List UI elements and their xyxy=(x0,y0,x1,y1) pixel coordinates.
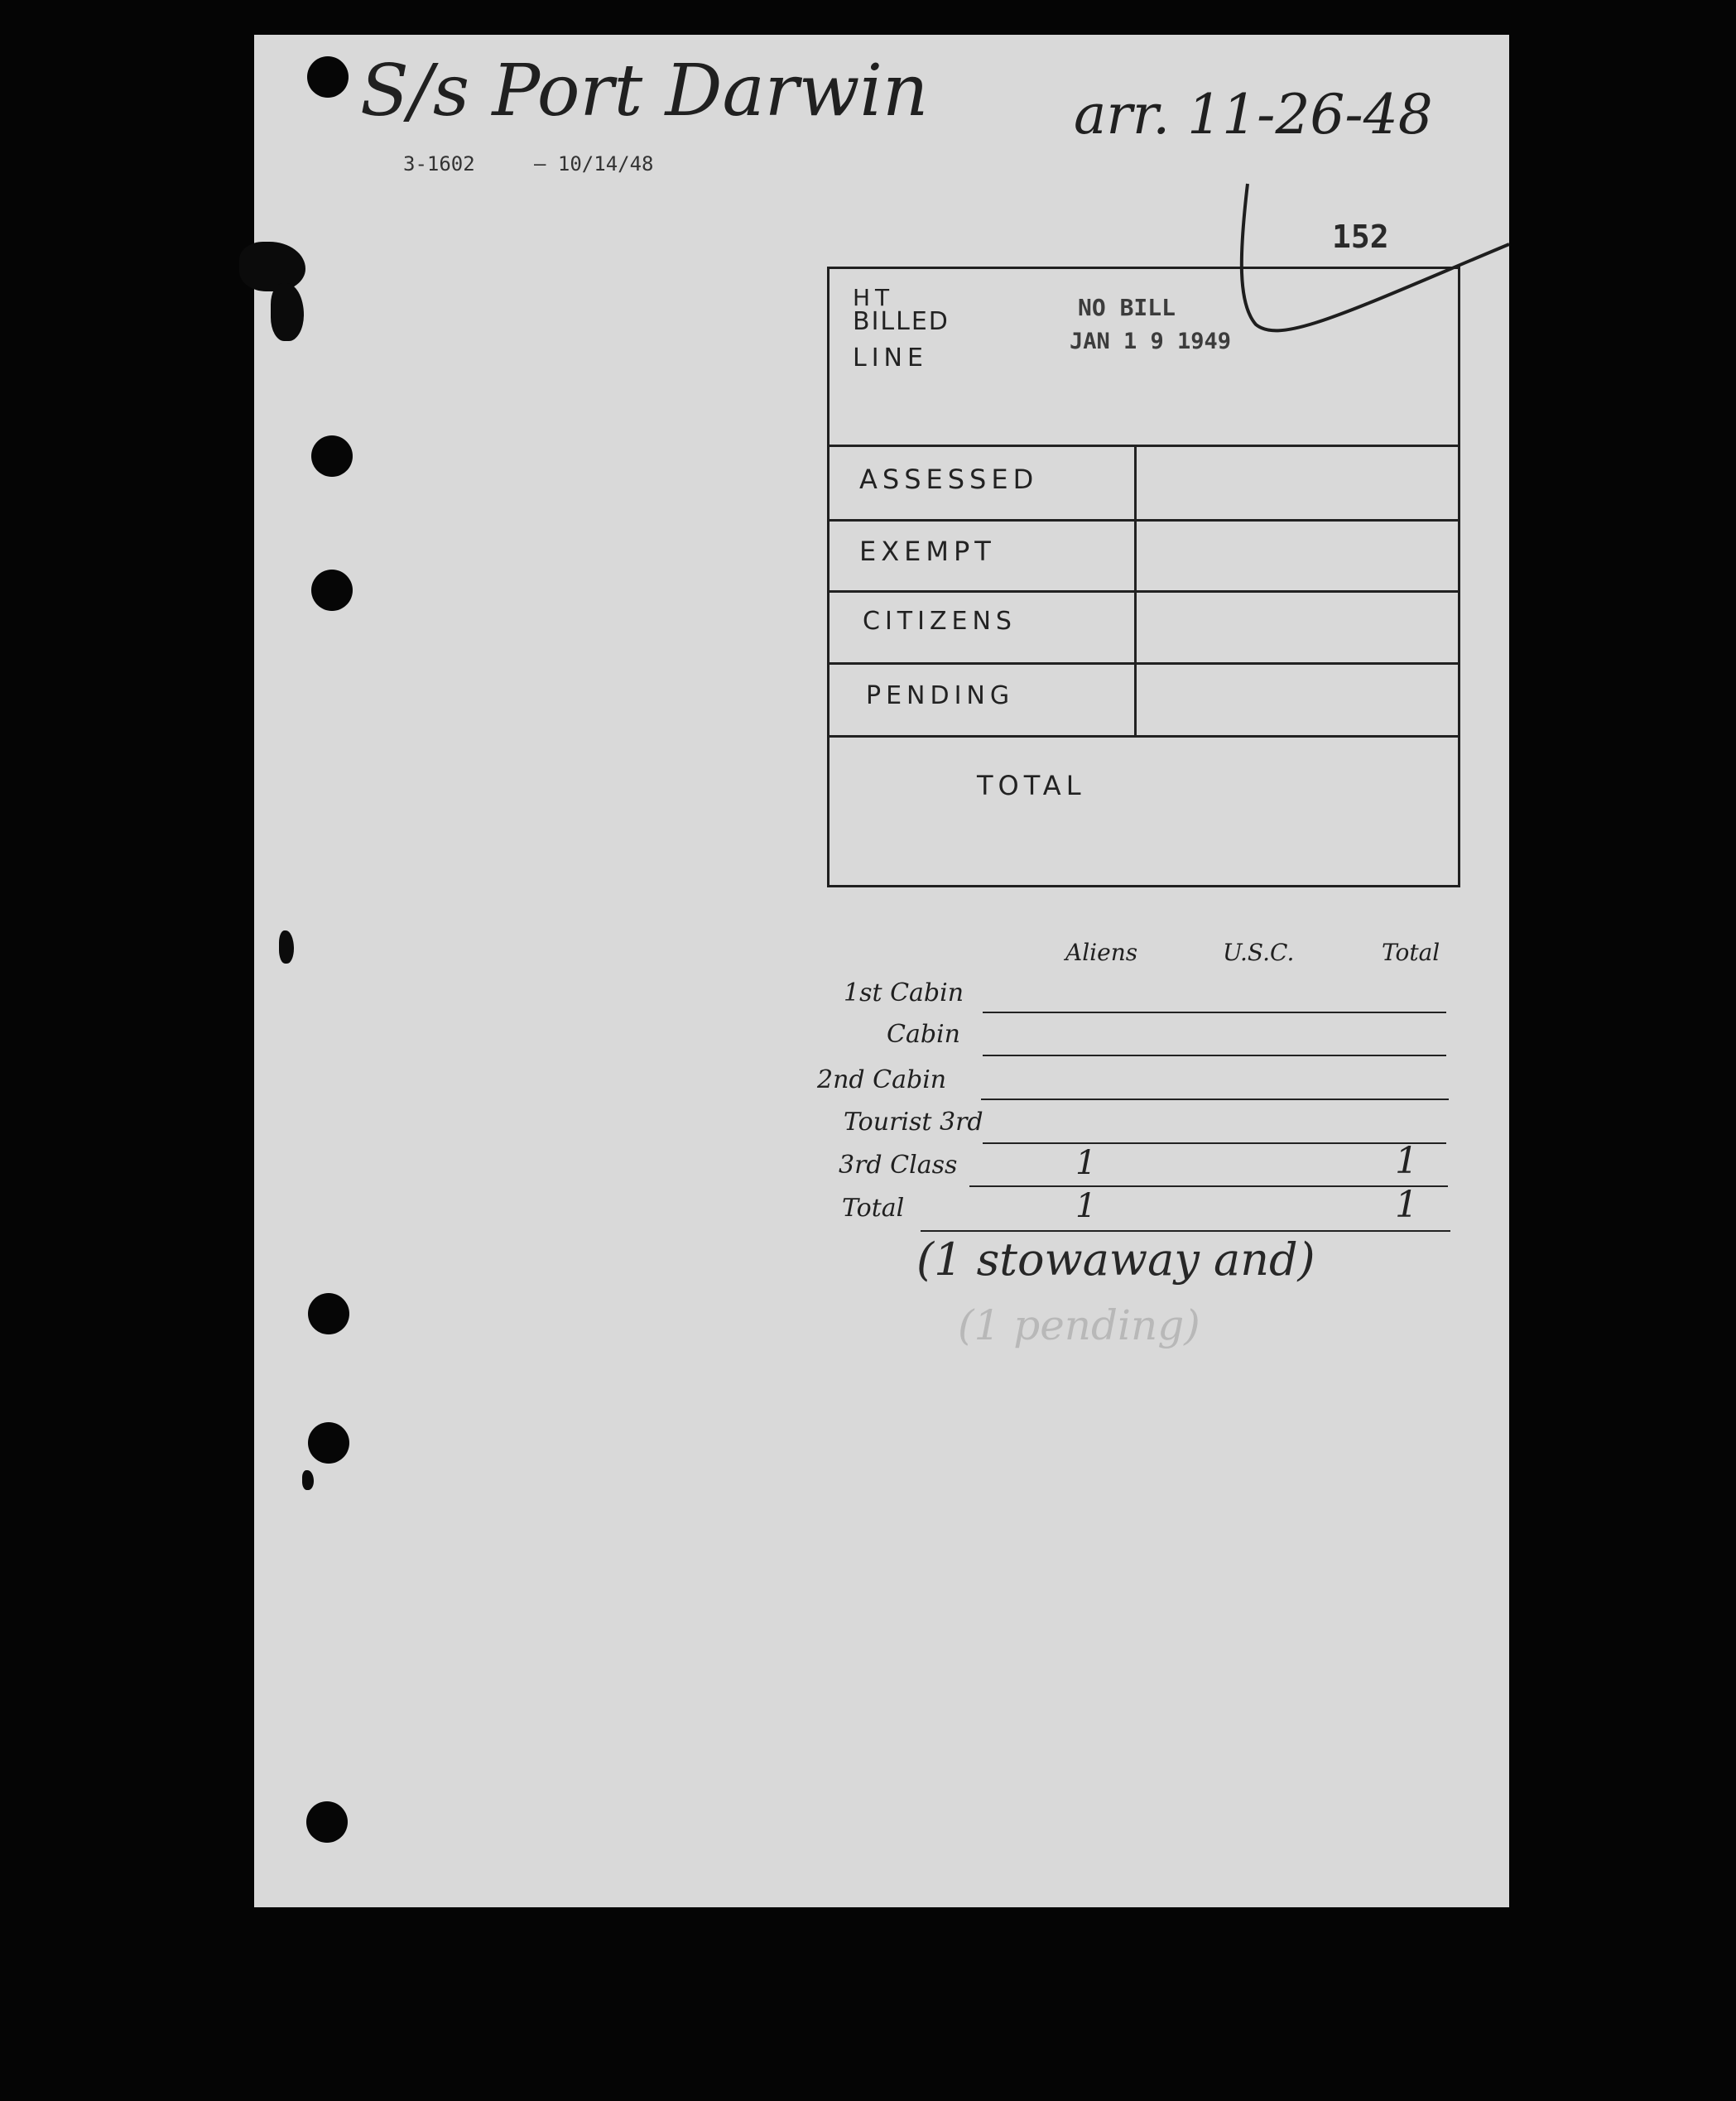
column-usc: U.S.C. xyxy=(1223,939,1295,966)
row-label-total: Total xyxy=(842,1194,905,1223)
row-label-tourist-3rd: Tourist 3rd xyxy=(844,1108,983,1137)
row-assessed: ASSESSED xyxy=(859,464,1039,495)
row-rule xyxy=(983,1012,1446,1013)
row-rule xyxy=(983,1055,1446,1056)
total-total: 1 xyxy=(1395,1184,1418,1226)
box-column-divider xyxy=(1134,445,1137,737)
punch-hole xyxy=(311,435,353,477)
box-divider xyxy=(830,590,1458,593)
row-label-cabin: Cabin xyxy=(887,1020,960,1049)
ink-blot xyxy=(239,242,305,291)
stamp-date: JAN 1 9 1949 xyxy=(1070,329,1232,354)
row-rule xyxy=(981,1099,1449,1100)
file-date: — 10/14/48 xyxy=(534,152,654,175)
punch-hole xyxy=(311,570,353,611)
punch-hole xyxy=(308,1422,349,1464)
total-aliens: 1 xyxy=(1075,1187,1097,1225)
box-divider xyxy=(830,519,1458,522)
billing-head-ht: HT xyxy=(853,284,895,311)
row-rule xyxy=(921,1230,1450,1232)
3rd-class-aliens: 1 xyxy=(1075,1144,1097,1182)
pending-note-faint: (1 pending) xyxy=(958,1301,1200,1349)
file-number: 3-1602 xyxy=(403,152,475,175)
row-citizens: CITIZENS xyxy=(863,607,1017,636)
billing-head-line: LINE xyxy=(853,344,928,373)
ink-blot xyxy=(271,283,304,341)
ink-blot xyxy=(279,930,294,964)
box-divider xyxy=(830,662,1458,665)
stowaway-note: (1 stowaway and) xyxy=(916,1233,1315,1286)
punch-hole xyxy=(308,1293,349,1334)
ink-blot xyxy=(302,1470,314,1490)
column-aliens: Aliens xyxy=(1065,939,1138,966)
billing-head-billed: BILLED xyxy=(853,307,950,336)
billing-box xyxy=(827,267,1460,887)
row-pending: PENDING xyxy=(866,681,1015,710)
no-bill-stamp: NO BILL xyxy=(1078,294,1176,321)
row-exempt: EXEMPT xyxy=(859,536,996,567)
3rd-class-total: 1 xyxy=(1395,1140,1418,1182)
ship-name: S/s Port Darwin xyxy=(360,50,929,132)
row-rule xyxy=(969,1185,1448,1187)
punch-hole xyxy=(307,56,349,98)
row-label-2nd-cabin: 2nd Cabin xyxy=(817,1065,947,1094)
row-label-1st-cabin: 1st Cabin xyxy=(844,978,964,1007)
box-divider xyxy=(830,735,1458,738)
total-label: TOTAL xyxy=(977,770,1086,801)
row-rule xyxy=(983,1142,1446,1144)
page-number: 152 xyxy=(1332,219,1389,255)
box-divider xyxy=(830,445,1458,447)
row-label-3rd-class: 3rd Class xyxy=(839,1151,958,1180)
arrival-date: arr. 11-26-48 xyxy=(1074,83,1433,147)
column-total: Total xyxy=(1382,939,1440,966)
punch-hole xyxy=(306,1801,348,1843)
document-page xyxy=(254,35,1509,1907)
